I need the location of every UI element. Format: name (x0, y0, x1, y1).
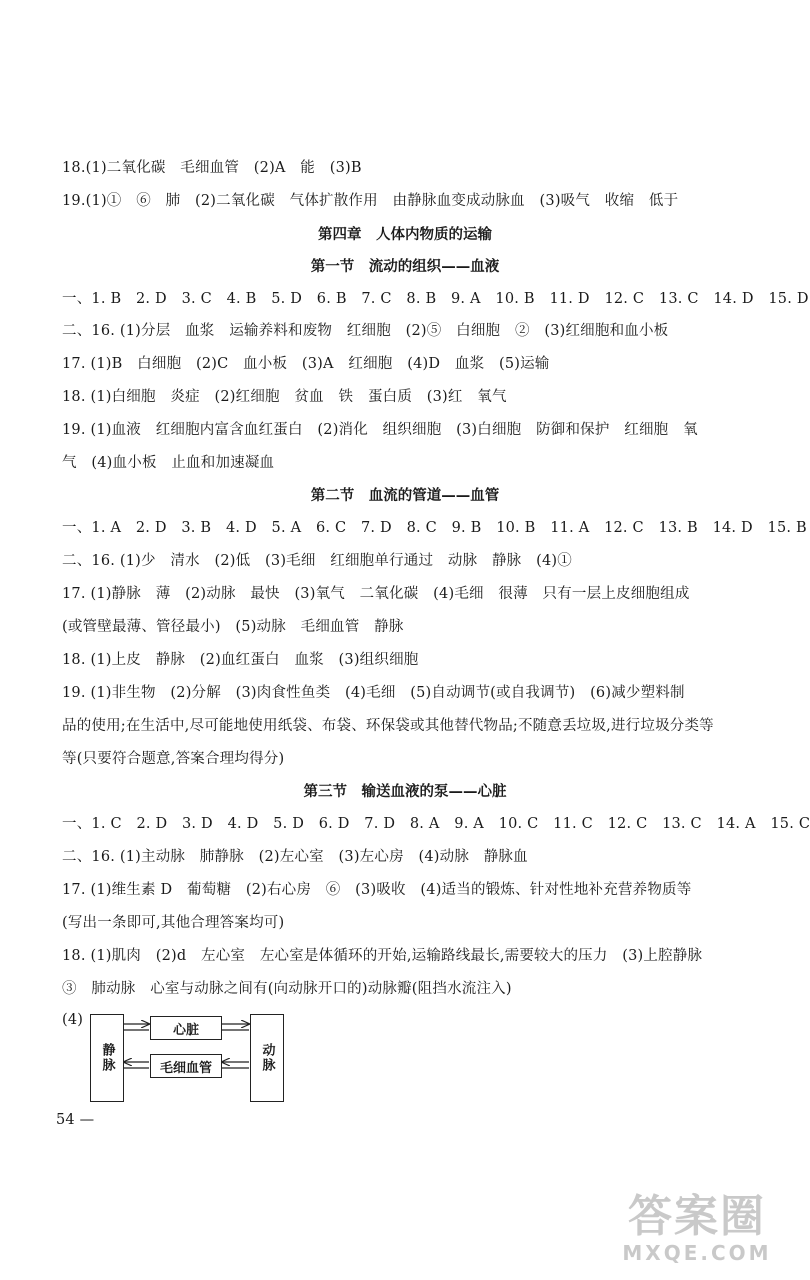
artery-box: 动脉 (250, 1014, 284, 1102)
page-number: 54 — (56, 1112, 95, 1128)
answer-line: 17. (1)静脉 薄 (2)动脉 最快 (3)氧气 二氧化碳 (4)毛细 很薄 只有一层上皮细胞组成 (62, 586, 690, 602)
answer-line: 18.(1)二氧化碳 毛细血管 (2)A 能 (3)B (62, 160, 362, 176)
answer-line: 一、1. B 2. D 3. C 4. B 5. D 6. B 7. C 8. B 9. A 10. B 11. D 12. C 13. C 14. D 15. D (62, 291, 809, 307)
answer-line: 气 (4)血小板 止血和加速凝血 (62, 455, 275, 471)
section-heading: 第三节 输送血液的泵——心脏 (303, 784, 507, 800)
answer-line: (写出一条即可,其他合理答案均可) (62, 915, 285, 931)
vein-box: 静脉 (90, 1014, 124, 1102)
answer-line: 17. (1)维生素 D 葡萄糖 (2)右心房 ⑥ (3)吸收 (4)适当的锻炼、针对性地补充营养物质等 (62, 882, 692, 898)
answer-line: 二、16. (1)分层 血浆 运输养料和废物 红细胞 (2)⑤ 白细胞 ② (3)红细胞和血小板 (62, 323, 669, 339)
arrow-capillary-to-vein (124, 1062, 149, 1068)
answer-line: (或管壁最薄、管径最小) (5)动脉 毛细血管 静脉 (62, 619, 404, 635)
answer-line: 19. (1)非生物 (2)分解 (3)肉食性鱼类 (4)毛细 (5)自动调节(或自我调节) (6)减少塑料制 (62, 685, 685, 701)
watermark-bottom: MXQE.COM (622, 1241, 772, 1265)
section-heading: 第一节 流动的组织——血液 (310, 259, 500, 275)
capillary-box: 毛细血管 (150, 1054, 222, 1078)
answer-line: ③ 肺动脉 心室与动脉之间有(向动脉开口的)动脉瓣(阻挡水流注入) (62, 981, 512, 997)
answer-line: 19. (1)血液 红细胞内富含血红蛋白 (2)消化 组织细胞 (3)白细胞 防御和保护 红细胞 氧 (62, 422, 698, 438)
arrow-heart-to-artery (221, 1024, 249, 1030)
heart-box: 心脏 (150, 1016, 222, 1040)
answer-line: 19.(1)① ⑥ 肺 (2)二氧化碳 气体扩散作用 由静脉血变成动脉血 (3)吸气 收缩 低于 (62, 193, 679, 209)
answer-line: 品的使用;在生活中,尽可能地使用纸袋、布袋、环保袋或其他替代物品;不随意丢垃圾,进行垃圾分类等 (62, 718, 714, 734)
arrow-artery-to-capillary (222, 1062, 249, 1068)
answer-line: 二、16. (1)主动脉 肺静脉 (2)左心室 (3)左心房 (4)动脉 静脉血 (62, 849, 528, 865)
answer-line: 18. (1)白细胞 炎症 (2)红细胞 贫血 铁 蛋白质 (3)红 氧气 (62, 389, 507, 405)
arrow-vein-to-heart (123, 1024, 149, 1030)
answer-line: 一、1. A 2. D 3. B 4. D 5. A 6. C 7. D 8. C 9. B 10. B 11. A 12. C 13. B 14. D 15. B (62, 520, 807, 536)
answer-line: 一、1. C 2. D 3. D 4. D 5. D 6. D 7. D 8. A 9. A 10. C 11. C 12. C 13. C 14. A 15. C (62, 816, 810, 832)
watermark-top: 答案圈 (628, 1191, 766, 1242)
section-heading: 第二节 血流的管道——血管 (310, 488, 500, 504)
answer-line: 17. (1)B 白细胞 (2)C 血小板 (3)A 红细胞 (4)D 血浆 (5)运输 (62, 356, 550, 372)
answer-line: 等(只要符合题意,答案合理均得分) (62, 751, 285, 767)
diagram-label: (4) (62, 1012, 84, 1028)
answer-line: 18. (1)肌肉 (2)d 左心室 左心室是体循环的开始,运输路线最长,需要较大的压力 (3)上腔静脉 (62, 948, 703, 964)
chapter-heading: 第四章 人体内物质的运输 (318, 227, 492, 243)
watermark-logo (612, 1192, 782, 1266)
answer-line: 18. (1)上皮 静脉 (2)血红蛋白 血浆 (3)组织细胞 (62, 652, 419, 668)
answer-line: 二、16. (1)少 清水 (2)低 (3)毛细 红细胞单行通过 动脉 静脉 (4)① (62, 553, 572, 569)
